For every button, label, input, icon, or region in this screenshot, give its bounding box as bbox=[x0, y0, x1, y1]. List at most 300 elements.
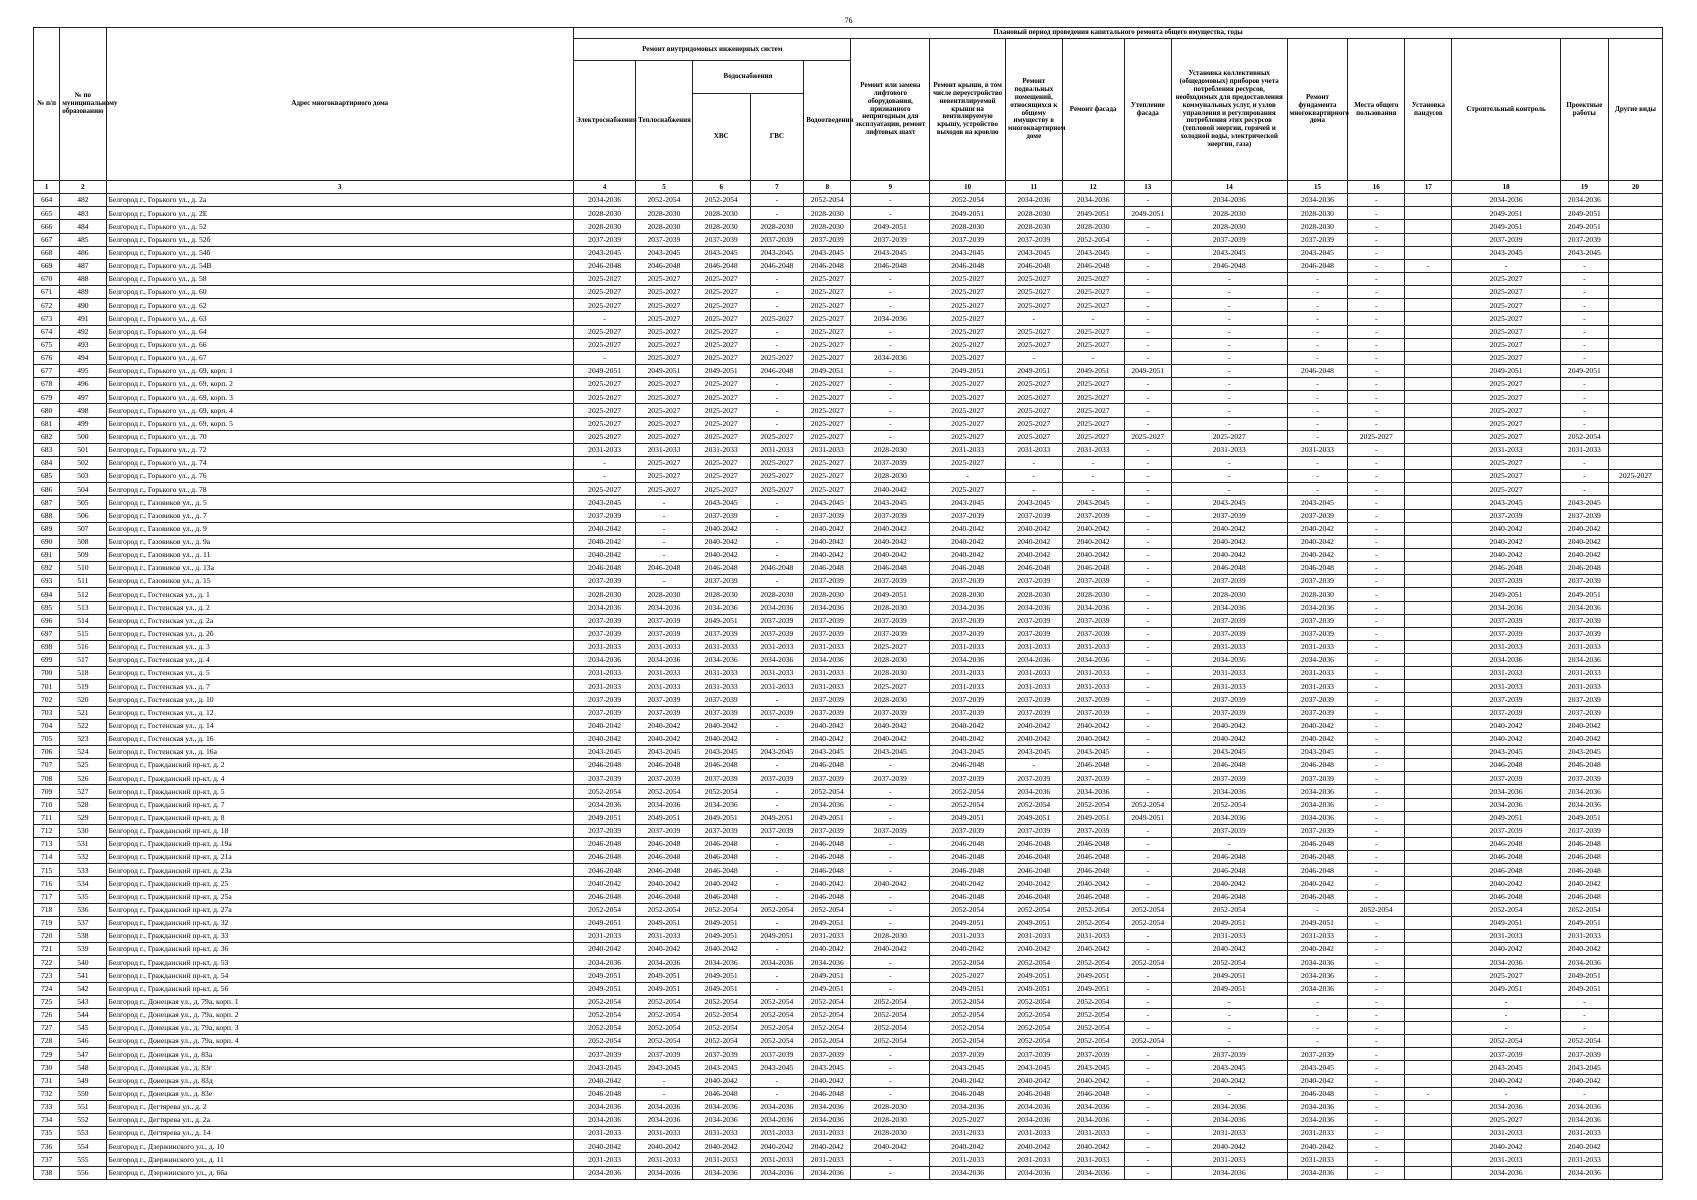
table-cell: 2031-2033 bbox=[930, 443, 1006, 456]
table-cell: 2049-2051 bbox=[930, 811, 1006, 824]
table-cell: - bbox=[1348, 798, 1405, 811]
table-cell: - bbox=[1124, 838, 1171, 851]
table-cell: 2028-2030 bbox=[804, 220, 851, 233]
table-cell: 2025-2027 bbox=[851, 680, 930, 693]
table-cell bbox=[1609, 719, 1663, 732]
table-cell: 2040-2042 bbox=[574, 732, 636, 745]
table-cell: 2046-2048 bbox=[1062, 759, 1124, 772]
table-cell: 2037-2039 bbox=[574, 824, 636, 837]
table-cell: 2052-2054 bbox=[1171, 956, 1287, 969]
table-cell: 2034-2036 bbox=[1287, 785, 1348, 798]
table-cell: - bbox=[750, 391, 804, 404]
header-engineering: Ремонт внутридомовых инженерных систем bbox=[574, 39, 851, 61]
table-cell bbox=[1405, 864, 1452, 877]
table-cell: 487 bbox=[60, 259, 106, 272]
table-cell: 2046-2048 bbox=[692, 851, 750, 864]
table-cell: 2046-2048 bbox=[692, 562, 750, 575]
table-cell: 2034-2036 bbox=[1287, 969, 1348, 982]
table-cell: - bbox=[750, 1074, 804, 1087]
table-cell: - bbox=[750, 1087, 804, 1100]
table-cell: - bbox=[1062, 456, 1124, 469]
table-cell: 2052-2054 bbox=[930, 1008, 1006, 1021]
table-cell: 2046-2048 bbox=[1171, 259, 1287, 272]
table-cell: 2025-2027 bbox=[574, 391, 636, 404]
table-cell: - bbox=[851, 272, 930, 285]
table-cell bbox=[1609, 207, 1663, 220]
table-row bbox=[34, 312, 1663, 325]
table-cell bbox=[1609, 312, 1663, 325]
table-cell: 2049-2051 bbox=[1171, 969, 1287, 982]
address-cell: Белгород г., Донецкая ул., д. 83е bbox=[106, 1087, 574, 1100]
table-cell: - bbox=[851, 982, 930, 995]
address-cell: Белгород г., Гостенская ул., д. 5 bbox=[106, 667, 574, 680]
table-cell: 2037-2039 bbox=[1560, 1048, 1608, 1061]
table-cell: 697 bbox=[34, 627, 60, 640]
table-cell bbox=[1405, 364, 1452, 377]
table-row bbox=[34, 548, 1663, 561]
table-cell: 2025-2027 bbox=[1452, 470, 1560, 483]
table-row bbox=[34, 1087, 1663, 1100]
table-cell: 2049-2051 bbox=[636, 969, 693, 982]
table-cell: 2028-2030 bbox=[851, 470, 930, 483]
table-cell: 2040-2042 bbox=[574, 1074, 636, 1087]
table-cell: 2037-2039 bbox=[636, 706, 693, 719]
table-cell: - bbox=[1348, 299, 1405, 312]
table-cell: 2031-2033 bbox=[1287, 443, 1348, 456]
table-cell bbox=[1405, 338, 1452, 351]
table-cell: 2049-2051 bbox=[930, 916, 1006, 929]
table-cell: 527 bbox=[60, 785, 106, 798]
address-cell: Белгород г., Гостенская ул., д. 12 bbox=[106, 706, 574, 719]
table-cell: 2025-2027 bbox=[636, 286, 693, 299]
table-cell bbox=[1609, 824, 1663, 837]
table-cell: 2049-2051 bbox=[692, 982, 750, 995]
table-cell: 2034-2036 bbox=[804, 1166, 851, 1179]
table-cell: 2025-2027 bbox=[750, 456, 804, 469]
table-cell: 2034-2036 bbox=[1005, 601, 1062, 614]
table-cell: - bbox=[1348, 772, 1405, 785]
table-cell: 2025-2027 bbox=[1452, 312, 1560, 325]
table-cell: - bbox=[1124, 982, 1171, 995]
table-cell: 2043-2045 bbox=[1560, 1061, 1608, 1074]
table-cell bbox=[1405, 456, 1452, 469]
table-cell: 2049-2051 bbox=[692, 969, 750, 982]
address-cell: Белгород г., Горького ул., д. 54б bbox=[106, 246, 574, 259]
table-cell bbox=[1405, 838, 1452, 851]
table-cell: - bbox=[1124, 1166, 1171, 1179]
table-row bbox=[34, 824, 1663, 837]
table-cell: 2046-2048 bbox=[574, 890, 636, 903]
header-basement: Ремонт подвальных помещений, относящихся к общему имуществу в многоквартирном доме bbox=[1005, 39, 1062, 181]
table-cell: - bbox=[1124, 969, 1171, 982]
table-cell: - bbox=[750, 496, 804, 509]
table-cell: 2046-2048 bbox=[804, 562, 851, 575]
table-row bbox=[34, 404, 1663, 417]
table-cell: 531 bbox=[60, 838, 106, 851]
table-cell: 522 bbox=[60, 719, 106, 732]
table-cell: 2052-2054 bbox=[1062, 903, 1124, 916]
table-cell: 2031-2033 bbox=[1287, 1153, 1348, 1166]
table-cell: 2037-2039 bbox=[574, 575, 636, 588]
table-cell: - bbox=[1348, 693, 1405, 706]
table-cell: 2037-2039 bbox=[804, 824, 851, 837]
table-cell: 2034-2036 bbox=[1062, 1166, 1124, 1179]
table-cell: - bbox=[1124, 246, 1171, 259]
table-cell: 2034-2036 bbox=[1452, 1166, 1560, 1179]
table-cell: 2037-2039 bbox=[1560, 693, 1608, 706]
table-row bbox=[34, 982, 1663, 995]
table-cell: 2037-2039 bbox=[1062, 614, 1124, 627]
table-cell: 2031-2033 bbox=[1560, 1153, 1608, 1166]
table-cell: 2037-2039 bbox=[1452, 575, 1560, 588]
table-cell: 2031-2033 bbox=[804, 680, 851, 693]
table-cell: - bbox=[1348, 483, 1405, 496]
table-cell: 2034-2036 bbox=[804, 601, 851, 614]
table-cell bbox=[1405, 995, 1452, 1008]
table-cell bbox=[1609, 1074, 1663, 1087]
table-cell: 2052-2054 bbox=[1452, 903, 1560, 916]
table-cell: 711 bbox=[34, 811, 60, 824]
table-cell: 665 bbox=[34, 207, 60, 220]
table-cell: 694 bbox=[34, 588, 60, 601]
table-cell: 555 bbox=[60, 1153, 106, 1166]
table-cell: 2025-2027 bbox=[574, 338, 636, 351]
table-cell: 2025-2027 bbox=[930, 969, 1006, 982]
table-cell: - bbox=[1124, 759, 1171, 772]
table-cell: - bbox=[1171, 325, 1287, 338]
table-cell: 2025-2027 bbox=[930, 483, 1006, 496]
table-cell bbox=[1609, 588, 1663, 601]
table-cell: 2040-2042 bbox=[804, 1140, 851, 1153]
table-cell: - bbox=[1287, 286, 1348, 299]
table-cell: 682 bbox=[34, 430, 60, 443]
table-cell: 2040-2042 bbox=[1452, 732, 1560, 745]
table-cell: - bbox=[1287, 903, 1348, 916]
table-cell: 2052-2054 bbox=[636, 903, 693, 916]
table-cell: - bbox=[1405, 1087, 1452, 1100]
table-row bbox=[34, 588, 1663, 601]
table-cell bbox=[1405, 562, 1452, 575]
table-cell: 2037-2039 bbox=[1452, 509, 1560, 522]
header-construction-control: Строительный контроль bbox=[1452, 39, 1560, 181]
table-cell: 2043-2045 bbox=[1062, 246, 1124, 259]
table-cell: 679 bbox=[34, 391, 60, 404]
table-cell: 2040-2042 bbox=[1171, 732, 1287, 745]
table-cell: 2031-2033 bbox=[636, 640, 693, 653]
table-cell: 2028-2030 bbox=[692, 207, 750, 220]
table-cell: - bbox=[1560, 483, 1608, 496]
table-cell: 2034-2036 bbox=[1452, 194, 1560, 207]
table-cell: 2049-2051 bbox=[1062, 364, 1124, 377]
table-cell: 508 bbox=[60, 535, 106, 548]
table-cell: 2043-2045 bbox=[851, 746, 930, 759]
table-cell bbox=[1405, 1022, 1452, 1035]
table-cell: 2046-2048 bbox=[851, 259, 930, 272]
table-cell: 2037-2039 bbox=[1560, 509, 1608, 522]
table-cell: 2046-2048 bbox=[1287, 838, 1348, 851]
table-cell: 2040-2042 bbox=[1062, 877, 1124, 890]
table-cell: 2025-2027 bbox=[574, 483, 636, 496]
table-cell: - bbox=[1560, 351, 1608, 364]
table-row bbox=[34, 1074, 1663, 1087]
table-header bbox=[34, 28, 1663, 181]
table-cell: 2046-2048 bbox=[1287, 364, 1348, 377]
table-cell: - bbox=[636, 535, 693, 548]
table-cell: 2034-2036 bbox=[750, 956, 804, 969]
table-cell: 2028-2030 bbox=[851, 601, 930, 614]
table-cell: - bbox=[1560, 325, 1608, 338]
table-cell: 728 bbox=[34, 1035, 60, 1048]
table-cell: 2034-2036 bbox=[1062, 785, 1124, 798]
table-row bbox=[34, 364, 1663, 377]
table-cell: 689 bbox=[34, 522, 60, 535]
table-cell: 539 bbox=[60, 943, 106, 956]
table-cell: - bbox=[1124, 1113, 1171, 1126]
table-row bbox=[34, 194, 1663, 207]
table-cell: 2046-2048 bbox=[804, 838, 851, 851]
table-cell: 2040-2042 bbox=[636, 1140, 693, 1153]
table-cell: 2028-2030 bbox=[750, 220, 804, 233]
table-cell: - bbox=[1348, 1035, 1405, 1048]
table-cell: 2040-2042 bbox=[1287, 548, 1348, 561]
address-cell: Белгород г., Гражданский пр-кт, д. 8 bbox=[106, 811, 574, 824]
header-mun-num: № по муниципальному образованию bbox=[60, 28, 106, 181]
table-cell: 544 bbox=[60, 1008, 106, 1021]
table-cell: 2037-2039 bbox=[930, 693, 1006, 706]
table-cell: - bbox=[851, 785, 930, 798]
table-cell: 2052-2054 bbox=[1005, 903, 1062, 916]
table-cell: 2043-2045 bbox=[1287, 246, 1348, 259]
table-cell: 2031-2033 bbox=[1560, 443, 1608, 456]
table-cell: 519 bbox=[60, 680, 106, 693]
table-cell: - bbox=[1124, 1153, 1171, 1166]
table-cell: 716 bbox=[34, 877, 60, 890]
table-row bbox=[34, 890, 1663, 903]
table-cell: - bbox=[1560, 378, 1608, 391]
table-cell: - bbox=[750, 916, 804, 929]
table-cell: 703 bbox=[34, 706, 60, 719]
table-cell: 2034-2036 bbox=[574, 654, 636, 667]
table-row bbox=[34, 785, 1663, 798]
table-row bbox=[34, 864, 1663, 877]
table-row bbox=[34, 522, 1663, 535]
table-cell: 2040-2042 bbox=[851, 877, 930, 890]
table-cell: 2025-2027 bbox=[750, 351, 804, 364]
table-cell: 2025-2027 bbox=[1452, 272, 1560, 285]
table-cell: - bbox=[750, 325, 804, 338]
header-period: Плановый период проведения капитального ремонта общего имущества, годы bbox=[574, 28, 1663, 39]
table-cell: - bbox=[1124, 732, 1171, 745]
table-cell: 2046-2048 bbox=[804, 890, 851, 903]
table-cell bbox=[1405, 785, 1452, 798]
table-cell: - bbox=[851, 903, 930, 916]
table-cell: 2037-2039 bbox=[1062, 824, 1124, 837]
table-cell: 698 bbox=[34, 640, 60, 653]
table-cell: 2049-2051 bbox=[1452, 982, 1560, 995]
table-cell: 2037-2039 bbox=[1062, 509, 1124, 522]
table-cell: 2025-2027 bbox=[692, 456, 750, 469]
table-cell: 2043-2045 bbox=[574, 1061, 636, 1074]
table-cell: 2040-2042 bbox=[692, 1140, 750, 1153]
table-cell: 2025-2027 bbox=[692, 417, 750, 430]
table-cell bbox=[1609, 430, 1663, 443]
table-cell: 723 bbox=[34, 969, 60, 982]
table-cell bbox=[1609, 286, 1663, 299]
table-cell bbox=[1405, 588, 1452, 601]
table-cell: 2040-2042 bbox=[1062, 943, 1124, 956]
table-cell: - bbox=[851, 430, 930, 443]
table-row bbox=[34, 877, 1663, 890]
table-cell: 2049-2051 bbox=[930, 207, 1006, 220]
table-cell: 2034-2036 bbox=[1171, 194, 1287, 207]
table-cell: 2040-2042 bbox=[574, 943, 636, 956]
table-row bbox=[34, 1048, 1663, 1061]
address-cell: Белгород г., Донецкая ул., д. 79а, корп. 4 bbox=[106, 1035, 574, 1048]
table-cell: 2040-2042 bbox=[1287, 1140, 1348, 1153]
table-cell: 2040-2042 bbox=[750, 1140, 804, 1153]
table-cell bbox=[1609, 956, 1663, 969]
table-cell: 2043-2045 bbox=[636, 1061, 693, 1074]
table-row bbox=[34, 1140, 1663, 1153]
table-cell: - bbox=[1287, 1022, 1348, 1035]
table-cell: 2052-2054 bbox=[692, 1008, 750, 1021]
table-cell: - bbox=[1124, 824, 1171, 837]
table-cell: 2031-2033 bbox=[1452, 667, 1560, 680]
table-cell: 2034-2036 bbox=[692, 1100, 750, 1113]
table-cell: - bbox=[1124, 391, 1171, 404]
table-cell: 2034-2036 bbox=[1287, 982, 1348, 995]
table-cell bbox=[1609, 1061, 1663, 1074]
table-cell: 2040-2042 bbox=[930, 522, 1006, 535]
table-cell: 2037-2039 bbox=[692, 824, 750, 837]
table-cell: 2037-2039 bbox=[636, 1048, 693, 1061]
table-cell: 2043-2045 bbox=[930, 496, 1006, 509]
table-row bbox=[34, 233, 1663, 246]
header-num: № п/п bbox=[34, 28, 60, 181]
table-cell: 2040-2042 bbox=[636, 877, 693, 890]
table-cell: 2043-2045 bbox=[1560, 746, 1608, 759]
table-cell: - bbox=[1348, 732, 1405, 745]
table-row bbox=[34, 443, 1663, 456]
table-cell: - bbox=[1348, 1140, 1405, 1153]
table-cell: 2040-2042 bbox=[1287, 943, 1348, 956]
table-row bbox=[34, 746, 1663, 759]
table-cell: 2025-2027 bbox=[930, 404, 1006, 417]
table-cell: 2037-2039 bbox=[750, 614, 804, 627]
table-cell: 2040-2042 bbox=[574, 719, 636, 732]
header-drainage: Водоотведения bbox=[804, 61, 851, 181]
table-cell: 2040-2042 bbox=[930, 943, 1006, 956]
table-cell: - bbox=[1124, 483, 1171, 496]
table-cell: 2037-2039 bbox=[1452, 706, 1560, 719]
table-cell: 2037-2039 bbox=[1560, 614, 1608, 627]
table-cell: 738 bbox=[34, 1166, 60, 1179]
table-cell: - bbox=[1124, 194, 1171, 207]
table-cell: 2040-2042 bbox=[851, 719, 930, 732]
table-cell: 2031-2033 bbox=[930, 1127, 1006, 1140]
table-cell: 490 bbox=[60, 299, 106, 312]
table-cell: 2046-2048 bbox=[1062, 890, 1124, 903]
table-cell bbox=[1405, 1035, 1452, 1048]
table-cell: 2034-2036 bbox=[574, 601, 636, 614]
table-cell: 2037-2039 bbox=[930, 614, 1006, 627]
table-cell: 545 bbox=[60, 1022, 106, 1035]
table-cell: 2052-2054 bbox=[1005, 995, 1062, 1008]
table-cell: 2025-2027 bbox=[692, 430, 750, 443]
address-cell: Белгород г., Гражданский пр-кт, д. 21а bbox=[106, 851, 574, 864]
table-cell: 702 bbox=[34, 693, 60, 706]
table-cell: 2025-2027 bbox=[804, 299, 851, 312]
table-cell: 2025-2027 bbox=[930, 325, 1006, 338]
table-cell: 2046-2048 bbox=[692, 890, 750, 903]
table-cell: 2052-2054 bbox=[1124, 1035, 1171, 1048]
table-cell bbox=[1405, 522, 1452, 535]
table-cell: 2037-2039 bbox=[1062, 575, 1124, 588]
table-cell: 718 bbox=[34, 903, 60, 916]
table-cell: 2046-2048 bbox=[1005, 864, 1062, 877]
table-cell: 2025-2027 bbox=[1452, 325, 1560, 338]
table-cell: 2037-2039 bbox=[1171, 627, 1287, 640]
table-cell bbox=[1405, 798, 1452, 811]
table-cell: 2052-2054 bbox=[636, 1008, 693, 1021]
address-cell: Белгород г., Горького ул., д. 66 bbox=[106, 338, 574, 351]
table-cell: 2037-2039 bbox=[750, 627, 804, 640]
table-cell: 2049-2051 bbox=[1062, 207, 1124, 220]
table-cell: 2034-2036 bbox=[804, 956, 851, 969]
header-other: Другие виды bbox=[1609, 39, 1663, 181]
table-cell: 2025-2027 bbox=[1452, 378, 1560, 391]
table-cell: 533 bbox=[60, 864, 106, 877]
address-cell: Белгород г., Гражданский пр-кт, д. 33 bbox=[106, 930, 574, 943]
table-cell bbox=[1405, 732, 1452, 745]
table-cell: 2040-2042 bbox=[692, 535, 750, 548]
address-cell: Белгород г., Горького ул., д. 72 bbox=[106, 443, 574, 456]
table-cell: 534 bbox=[60, 877, 106, 890]
table-cell: 2046-2048 bbox=[1287, 259, 1348, 272]
table-cell: 2025-2027 bbox=[692, 312, 750, 325]
table-cell: 2040-2042 bbox=[1171, 548, 1287, 561]
table-cell bbox=[1609, 272, 1663, 285]
table-cell: 2040-2042 bbox=[692, 548, 750, 561]
table-cell: 485 bbox=[60, 233, 106, 246]
table-cell: 2043-2045 bbox=[930, 746, 1006, 759]
table-cell: 2037-2039 bbox=[1287, 614, 1348, 627]
table-cell: 2034-2036 bbox=[1560, 785, 1608, 798]
table-cell: - bbox=[1171, 299, 1287, 312]
table-cell bbox=[1405, 759, 1452, 772]
table-cell: 511 bbox=[60, 575, 106, 588]
table-row bbox=[34, 430, 1663, 443]
table-cell: 704 bbox=[34, 719, 60, 732]
table-cell: 731 bbox=[34, 1074, 60, 1087]
table-cell: - bbox=[636, 575, 693, 588]
table-cell: - bbox=[1062, 351, 1124, 364]
table-cell: 2040-2042 bbox=[930, 719, 1006, 732]
table-cell: 2034-2036 bbox=[1287, 601, 1348, 614]
table-cell bbox=[1609, 759, 1663, 772]
table-cell: 2049-2051 bbox=[1560, 969, 1608, 982]
address-cell: Белгород г., Горького ул., д. 52 bbox=[106, 220, 574, 233]
table-cell: 2025-2027 bbox=[930, 1113, 1006, 1126]
column-number: 6 bbox=[692, 181, 750, 194]
table-cell bbox=[1609, 364, 1663, 377]
table-cell: - bbox=[1287, 378, 1348, 391]
table-row bbox=[34, 719, 1663, 732]
table-cell: 2046-2048 bbox=[636, 562, 693, 575]
table-cell: - bbox=[1124, 272, 1171, 285]
address-cell: Белгород г., Гостенская ул., д. 10 bbox=[106, 693, 574, 706]
table-cell: 548 bbox=[60, 1061, 106, 1074]
